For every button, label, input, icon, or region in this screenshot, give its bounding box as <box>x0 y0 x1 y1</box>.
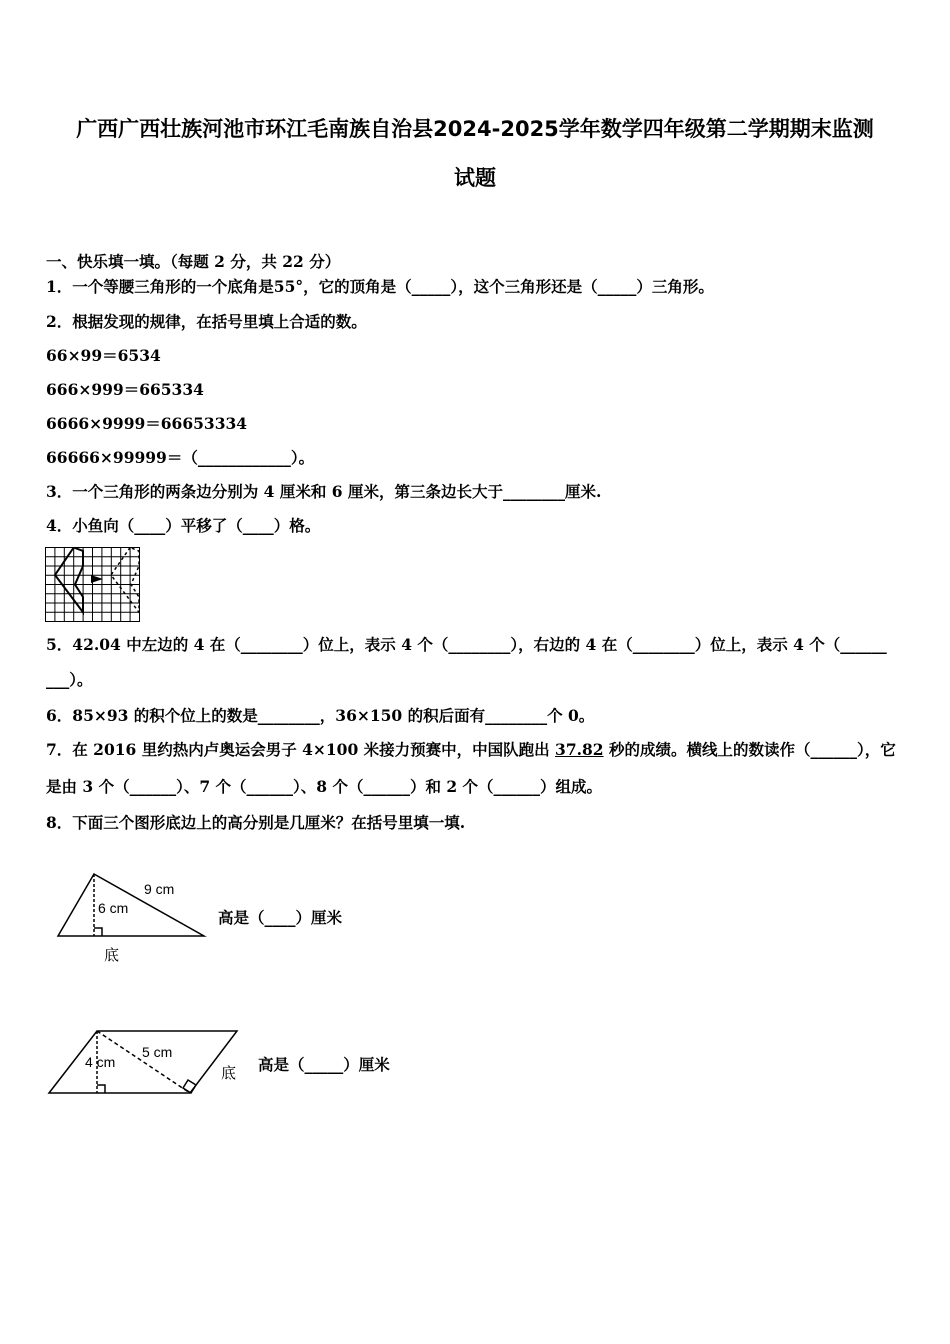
parallelogram-figure <box>45 1025 245 1100</box>
question-7-text-a: 7．在 2016 里约热内卢奥运会男子 4×100 米接力预赛中，中国队跑出 <box>46 740 556 759</box>
triangle-side-label: 9 cm <box>144 881 175 897</box>
question-2: 2．根据发现的规律，在括号里填上合适的数。 <box>46 312 367 331</box>
triangle-figure <box>52 868 212 968</box>
question-3: 3．一个三角形的两条边分别为 4 厘米和 6 厘米，第三条边长大于________厘米. <box>46 482 602 501</box>
triangle-base-label: 底 <box>104 946 120 964</box>
question-7-line-1 <box>46 740 896 760</box>
question-5-line-1: 5．42.04 中左边的 4 在（________）位上，表示 4 个（________），右边的 4 在（________）位上，表示 4 个（______ <box>46 635 887 654</box>
question-2-line-4: 66666×99999＝（____________）。 <box>46 448 315 467</box>
triangle-height-label: 6 cm <box>98 900 129 916</box>
question-2-line-2: 666×999＝665334 <box>46 380 204 399</box>
question-4: 4．小鱼向（____）平移了（____）格。 <box>46 516 321 535</box>
question-7-number: 37.82 <box>555 740 604 759</box>
parallelogram-base-label: 底 <box>221 1064 237 1082</box>
parallelogram-answer: 高是（_____）厘米 <box>258 1055 390 1074</box>
question-6: 6．85×93 的积个位上的数是________，36×150 的积后面有________个 0。 <box>46 706 595 725</box>
fish-grid-figure <box>45 547 140 622</box>
question-1: 1．一个等腰三角形的一个底角是55°，它的顶角是（_____），这个三角形还是（_____）三角形。 <box>46 277 714 296</box>
question-8: 8．下面三个图形底边上的高分别是几厘米？在括号里填一填. <box>46 813 466 832</box>
question-5-line-2: ___）。 <box>46 670 93 689</box>
triangle-answer: 高是（____）厘米 <box>218 908 343 927</box>
page-title-line2: 试题 <box>454 166 496 190</box>
question-2-line-1: 66×99＝6534 <box>46 346 161 365</box>
page-title-line1: 广西广西壮族河池市环江毛南族自治县2024-2025学年数学四年级第二学期期末监测 <box>76 117 874 141</box>
question-7-line-2: 是由 3 个（______）、7 个（______）、8 个（______）和 2 个（______）组成。 <box>46 777 603 796</box>
parallelogram-height-label: 4 cm <box>85 1054 116 1070</box>
parallelogram-diag-label: 5 cm <box>142 1044 173 1060</box>
question-7-text-b: 秒的成绩。横线上的数读作（______），它 <box>603 740 896 759</box>
section-heading: 一、快乐填一填。（每题 2 分，共 22 分） <box>46 252 341 271</box>
question-2-line-3: 6666×9999＝66653334 <box>46 414 248 433</box>
